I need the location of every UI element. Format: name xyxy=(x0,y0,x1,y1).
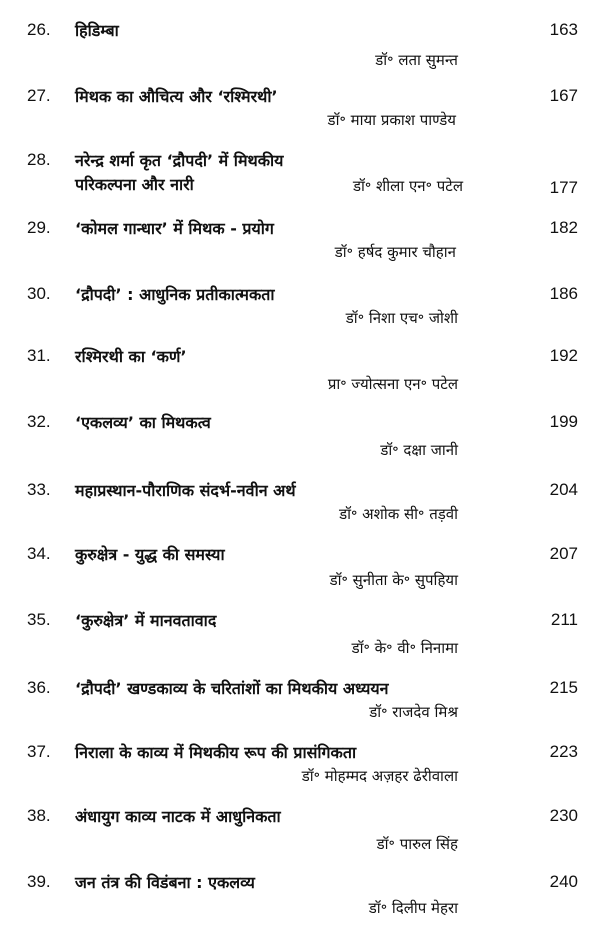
entry-title: रश्मिरथी का ‘कर्ण’ xyxy=(75,347,187,366)
entry-page-number: 167 xyxy=(549,86,578,105)
entry-number: 35. xyxy=(27,610,51,629)
entry-author: डॉ॰ हर्षद कुमार चौहान xyxy=(334,243,456,261)
entry-page-number: 240 xyxy=(549,872,578,891)
toc-entry-26 xyxy=(0,20,600,80)
entry-number: 38. xyxy=(27,806,51,825)
entry-number: 28. xyxy=(27,150,51,169)
entry-page-number: 223 xyxy=(549,742,578,761)
entry-number: 36. xyxy=(27,678,51,697)
entry-author: डॉ॰ के॰ वी॰ निनामा xyxy=(351,639,458,657)
entry-title: ‘कोमल गान्धार’ में मिथक - प्रयोग xyxy=(75,219,274,238)
entry-page-number: 204 xyxy=(549,480,578,499)
entry-page-number: 207 xyxy=(549,544,578,563)
entry-author: डॉ॰ अशोक सी॰ तड़वी xyxy=(339,505,458,523)
entry-author: डॉ॰ शीला एन॰ पटेल xyxy=(352,177,463,195)
entry-title: अंधायुग काव्य नाटक में आधुनिकता xyxy=(75,807,281,826)
entry-title: ‘एकलव्य’ का मिथकत्व xyxy=(75,413,211,432)
toc-entry-29 xyxy=(0,218,600,278)
entry-page-number: 186 xyxy=(549,284,578,303)
entry-number: 26. xyxy=(27,20,51,39)
toc-entry-39 xyxy=(0,872,600,932)
entry-author: डॉ॰ निशा एच॰ जोशी xyxy=(345,309,458,327)
entry-author: प्रा॰ ज्योत्सना एन॰ पटेल xyxy=(327,375,458,393)
entry-title: जन तंत्र की विडंबना : एकलव्य xyxy=(75,873,255,892)
entry-title: निराला के काव्य में मिथकीय रूप की प्रासंगिकता xyxy=(75,743,357,762)
entry-title: मिथक का औचित्य और ‘रश्मिरथी’ xyxy=(75,87,278,106)
toc-entry-37 xyxy=(0,742,600,802)
entry-title: हिडिम्बा xyxy=(75,21,119,40)
entry-number: 27. xyxy=(27,86,51,105)
entry-page-number: 163 xyxy=(549,20,578,39)
entry-author: डॉ॰ पारुल सिंह xyxy=(376,835,458,853)
toc-entry-33 xyxy=(0,480,600,540)
entry-page-number: 215 xyxy=(549,678,578,697)
toc-entry-27 xyxy=(0,86,600,146)
toc-entry-28 xyxy=(0,150,600,210)
entry-number: 29. xyxy=(27,218,51,237)
entry-author: डॉ॰ राजदेव मिश्र xyxy=(369,703,458,721)
toc-entry-30 xyxy=(0,284,600,344)
entry-author: डॉ॰ माया प्रकाश पाण्डेय xyxy=(327,111,456,129)
entry-author: डॉ॰ दिलीप मेहरा xyxy=(368,899,458,917)
entry-title: महाप्रस्थान-पौराणिक संदर्भ-नवीन अर्थ xyxy=(75,481,296,500)
toc-entry-32 xyxy=(0,412,600,472)
entry-number: 34. xyxy=(27,544,51,563)
entry-title-line2: परिकल्पना और नारी xyxy=(75,175,194,194)
entry-title: ‘द्रौपदी’ : आधुनिक प्रतीकात्मकता xyxy=(75,285,275,304)
entry-number: 33. xyxy=(27,480,51,499)
entry-title: ‘द्रौपदी’ खण्डकाव्य के चरितांशों का मिथकीय अध्ययन xyxy=(75,679,389,698)
entry-author: डॉ॰ दक्षा जानी xyxy=(380,441,458,459)
toc-entry-31 xyxy=(0,346,600,406)
entry-page-number: 211 xyxy=(550,610,578,629)
entry-page-number: 182 xyxy=(549,218,578,237)
entry-author: डॉ॰ मोहम्मद अज़हर ढेरीवाला xyxy=(301,767,458,785)
entry-number: 30. xyxy=(27,284,51,303)
entry-title: ‘कुरुक्षेत्र’ में मानवतावाद xyxy=(75,611,217,630)
entry-author: डॉ॰ सुनीता के॰ सुपहिया xyxy=(329,571,458,589)
entry-number: 31. xyxy=(27,346,51,365)
toc-entry-35 xyxy=(0,610,600,670)
entry-title-line1: नरेन्द्र शर्मा कृत ‘द्रौपदी’ में मिथकीय xyxy=(75,151,284,170)
entry-page-number: 199 xyxy=(549,412,578,431)
toc-entry-34 xyxy=(0,544,600,604)
entry-number: 37. xyxy=(27,742,51,761)
entry-title: कुरुक्षेत्र - युद्ध की समस्या xyxy=(75,545,225,564)
entry-page-number: 230 xyxy=(549,806,578,825)
entry-page-number: 192 xyxy=(549,346,578,365)
entry-number: 32. xyxy=(27,412,51,431)
toc-entry-36 xyxy=(0,678,600,738)
entry-author: डॉ॰ लता सुमन्त xyxy=(375,51,458,69)
entry-number: 39. xyxy=(27,872,51,891)
entry-page-number: 177 xyxy=(549,178,578,197)
toc-entry-38 xyxy=(0,806,600,866)
